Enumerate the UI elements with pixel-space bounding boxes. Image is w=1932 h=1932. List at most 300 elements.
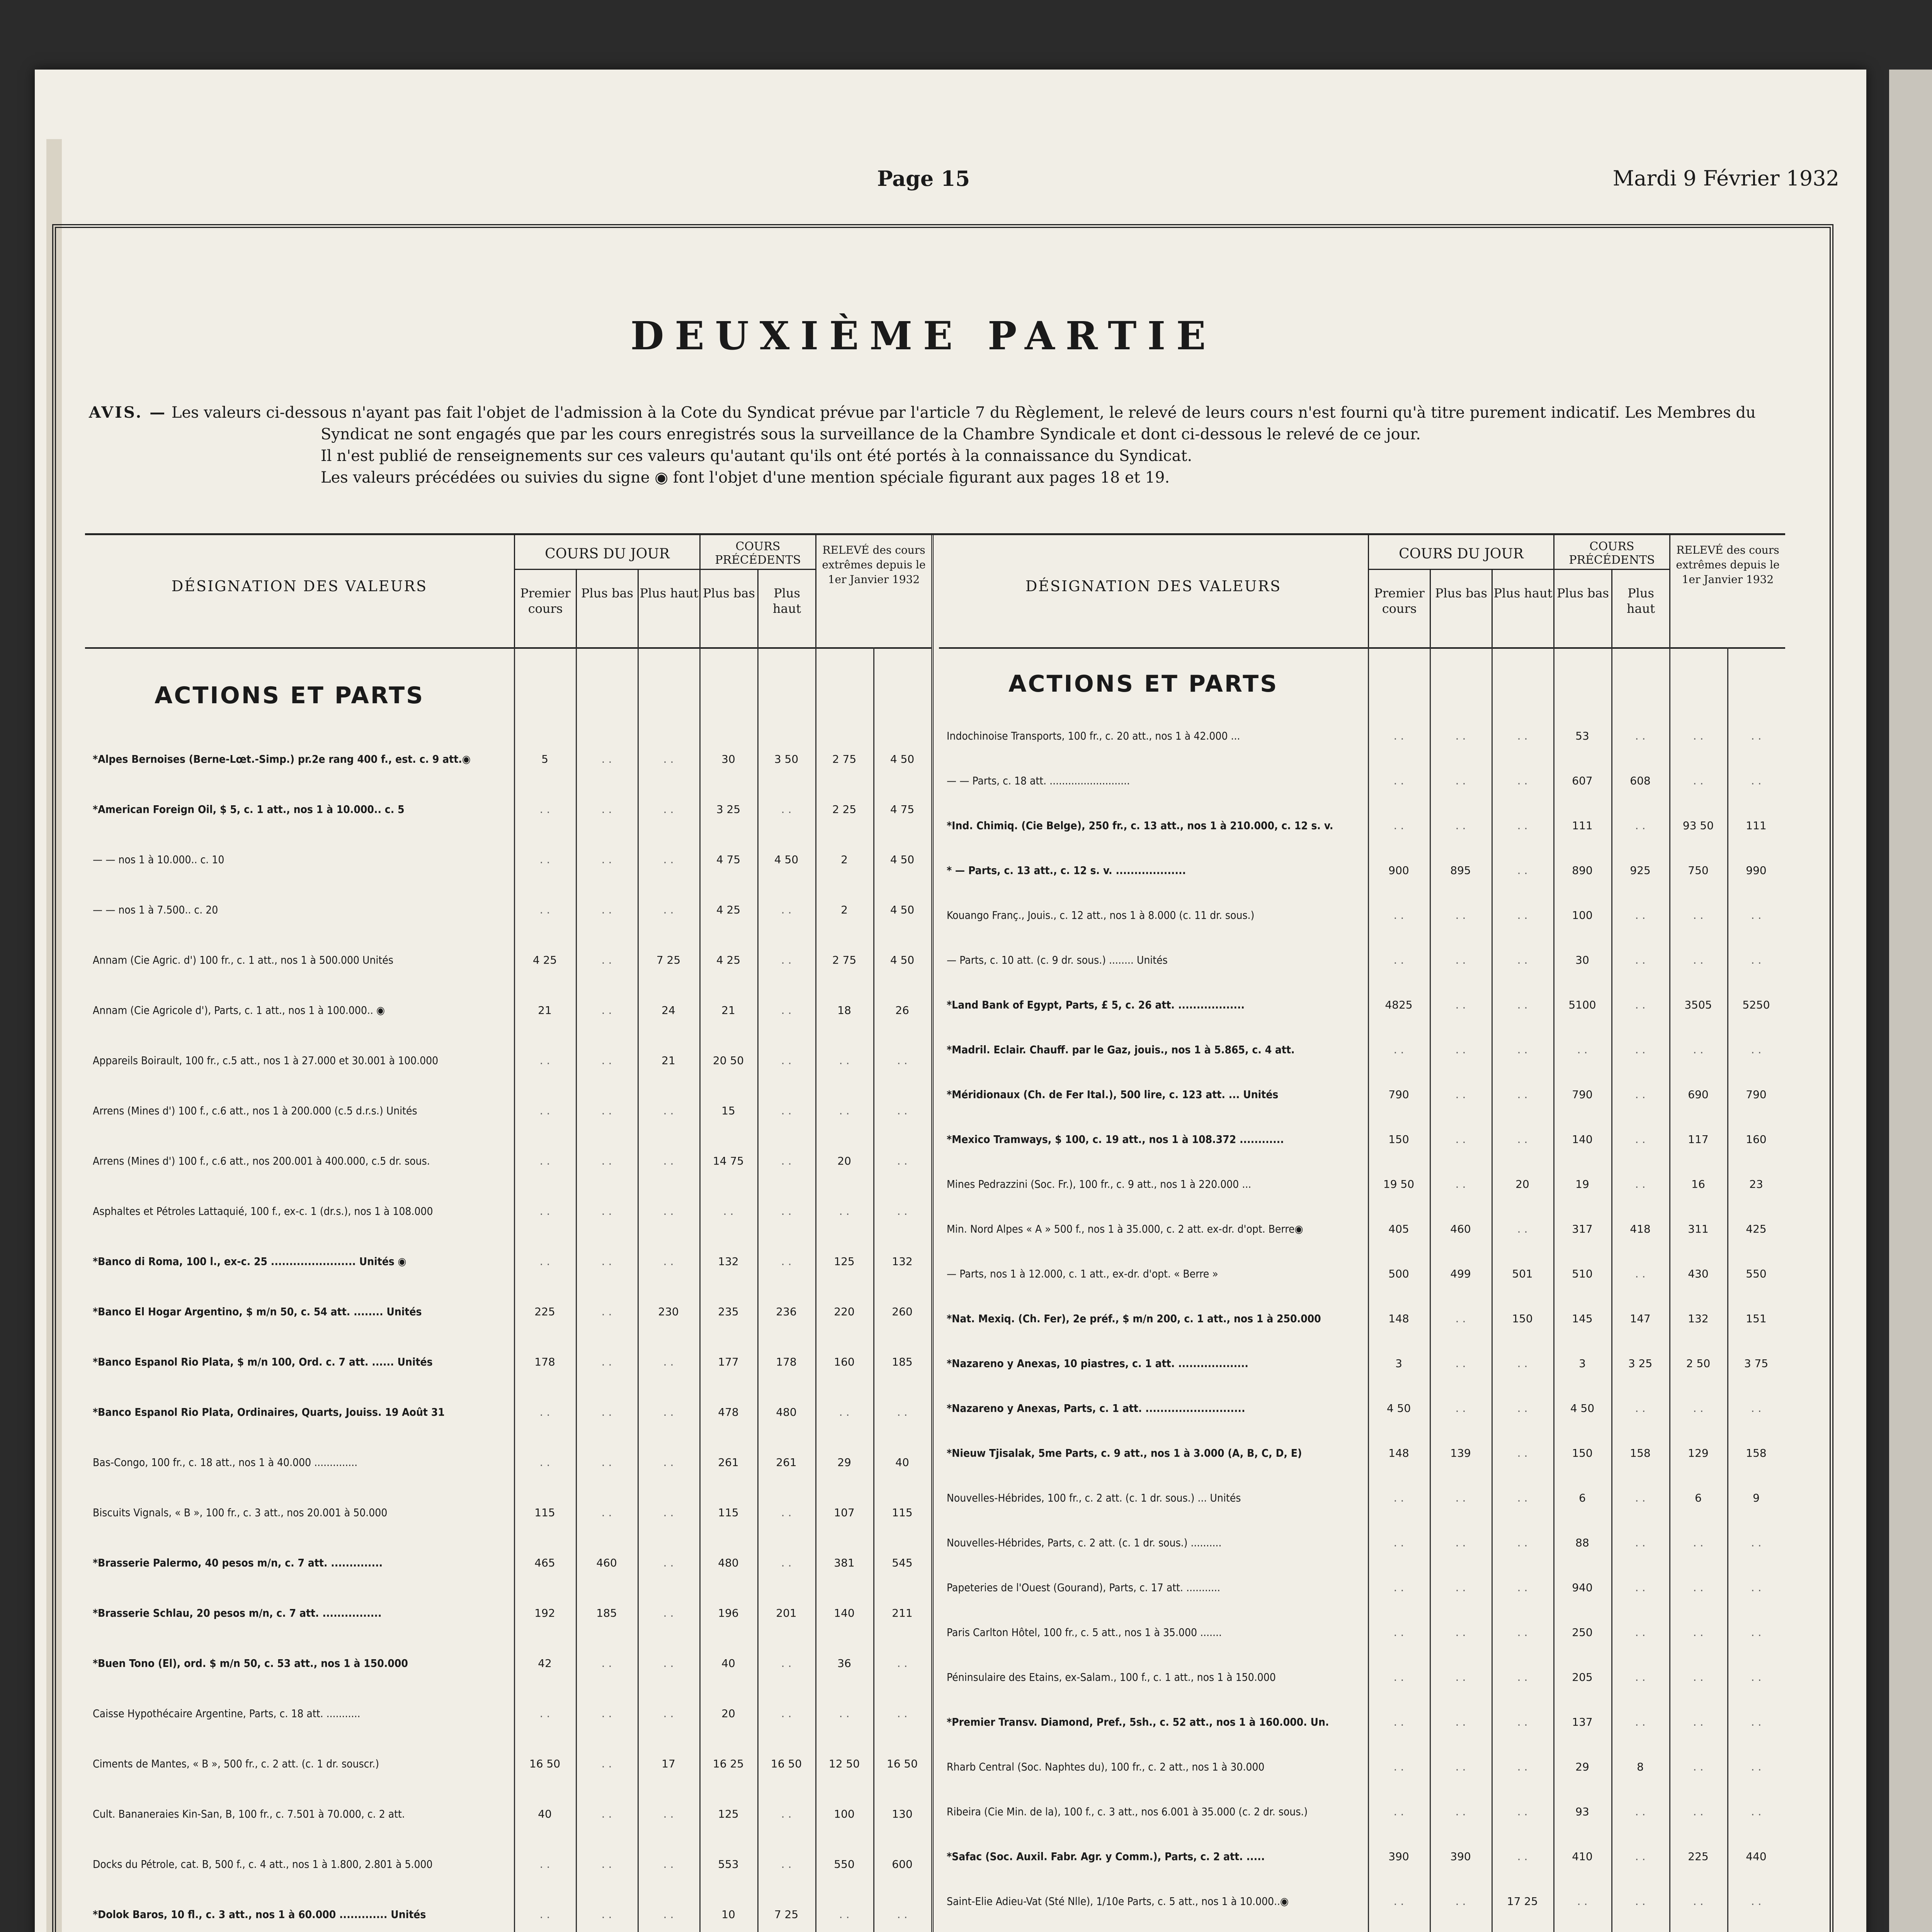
designation-header: DÉSIGNATION DES VALEURS [1025, 578, 1282, 595]
col-rule [815, 647, 816, 1932]
table-right-half [939, 535, 1785, 1932]
quote-cell: 29 [837, 1456, 851, 1469]
quote-cell: . . [781, 1255, 792, 1268]
quote-cell: 24 [662, 1004, 675, 1017]
quote-cell: 6 [1695, 1492, 1702, 1504]
quote-cell: 137 [1572, 1716, 1593, 1728]
quote-cell: 890 [1572, 864, 1593, 877]
quote-cell: 115 [718, 1506, 739, 1519]
quote-cell: . . [1455, 1536, 1466, 1549]
quote-cell: 261 [776, 1456, 797, 1469]
security-designation: Bas-Congo, 100 fr., c. 18 att., nos 1 à 40.000 .............. [93, 1456, 358, 1469]
quote-cell: . . [1455, 1312, 1466, 1325]
col-rule [1492, 647, 1493, 1932]
quote-cell: 196 [718, 1607, 739, 1619]
quote-cell: 15 [721, 1104, 735, 1117]
quote-cell: 17 [662, 1757, 675, 1770]
quote-cell: 17 25 [1507, 1895, 1538, 1908]
quote-cell: . . [1693, 1716, 1704, 1728]
plus-haut-header: Plus haut [638, 570, 699, 647]
quote-cell: 40 [538, 1808, 552, 1820]
table-row [939, 1804, 1785, 1820]
quote-cell: . . [1517, 730, 1528, 742]
security-designation: *Safac (Soc. Auxil. Fabr. Agr. y Comm.), Parts, c. 2 att. ..... [947, 1850, 1265, 1863]
quote-cell: . . [663, 1556, 674, 1569]
quote-cell: 317 [1572, 1223, 1593, 1235]
quote-cell: . . [663, 1657, 674, 1670]
security-designation: — Parts, c. 10 att. (c. 9 dr. sous.) ........ Unités [947, 954, 1168, 966]
quote-cell: . . [601, 1757, 612, 1770]
table-row [939, 1401, 1785, 1416]
notice-line-1: Les valeurs ci-dessous n'ayant pas fait l'objet de l'admission à la Cote du Syndicat prévue par l'article 7 du Règlement, le relevé de leurs cours n'est fourni qu'à titre purement indicatif. Les Membres du [171, 404, 1756, 422]
quote-cell: 7 25 [774, 1908, 799, 1921]
quote-cell: 4 50 [890, 853, 915, 866]
table-row [939, 1714, 1785, 1730]
quote-cell: . . [1751, 1805, 1762, 1818]
security-designation: *Banco El Hogar Argentino, $ m/n 50, c. 54 att. ........ Unités [93, 1305, 422, 1318]
quote-cell: . . [781, 1155, 792, 1167]
table-row [85, 802, 931, 817]
table-row [939, 1221, 1785, 1237]
table-row [939, 728, 1785, 744]
quote-cell: 201 [776, 1607, 797, 1619]
quote-cell: 132 [892, 1255, 913, 1268]
quote-cell: 16 50 [886, 1757, 918, 1770]
quote-cell: . . [1455, 954, 1466, 966]
quote-cell: . . [601, 1808, 612, 1820]
quote-cell: . . [1635, 1267, 1646, 1280]
table-row [85, 1605, 931, 1621]
quote-cell: . . [781, 1054, 792, 1067]
quote-cell: 10 [721, 1908, 735, 1921]
quote-cell: . . [601, 1406, 612, 1418]
table-row [85, 1304, 931, 1320]
quote-cell: . . [601, 1707, 612, 1720]
quote-cell: 608 [1630, 774, 1651, 787]
quote-cell: . . [663, 1205, 674, 1218]
quote-cell: 7 25 [656, 954, 681, 966]
security-designation: *Méridionaux (Ch. de Fer Ital.), 500 lire, c. 123 att. ... Unités [947, 1088, 1279, 1101]
quote-cell: . . [663, 1255, 674, 1268]
quote-cell: . . [1751, 1671, 1762, 1684]
quote-cell: . . [897, 1406, 908, 1418]
security-designation: * — Parts, c. 13 att., c. 12 s. v. ................... [947, 864, 1186, 877]
security-designation: *Madril. Eclair. Chauff. par le Gaz, jouis., nos 1 à 5.865, c. 4 att. [947, 1043, 1295, 1056]
quote-cell: 550 [1746, 1267, 1767, 1280]
table-row [939, 1087, 1785, 1102]
table-row [939, 863, 1785, 878]
quote-cell: 211 [892, 1607, 913, 1619]
quote-cell: . . [1693, 1671, 1704, 1684]
quote-cell: 19 [1575, 1178, 1589, 1190]
quote-cell: . . [1455, 1357, 1466, 1370]
security-designation: Asphaltes et Pétroles Lattaquié, 100 f., ex-c. 1 (dr.s.), nos 1 à 108.000 [93, 1205, 433, 1218]
quote-cell: 93 [1575, 1805, 1589, 1818]
quote-cell: . . [601, 903, 612, 916]
quote-cell: 4 25 [716, 903, 741, 916]
security-designation: Annam (Cie Agricole d'), Parts, c. 1 att., nos 1 à 100.000.. ◉ [93, 1004, 385, 1017]
quote-cell: . . [1455, 998, 1466, 1011]
quote-cell: . . [1455, 819, 1466, 832]
security-designation: Indochinoise Transports, 100 fr., c. 20 att., nos 1 à 42.000 ... [947, 730, 1240, 742]
quote-cell: . . [663, 753, 674, 765]
quote-cell: . . [1517, 819, 1528, 832]
issue-date: Mardi 9 Février 1932 [1612, 166, 1839, 190]
quote-cell: . . [1635, 1850, 1646, 1863]
quote-cell: . . [1517, 1223, 1528, 1235]
quote-cell: 2 [841, 853, 848, 866]
releve-header: RELEVÉ des cours extrêmes depuis le 1er Janvier 1932 [1669, 535, 1785, 647]
quote-cell: . . [1635, 1805, 1646, 1818]
security-designation: Ciments de Mantes, « B », 500 fr., c. 2 att. (c. 1 dr. souscr.) [93, 1757, 379, 1770]
quote-cell: . . [1455, 1716, 1466, 1728]
table-row [939, 1894, 1785, 1909]
quote-cell: . . [1393, 1760, 1404, 1773]
quote-cell: 235 [718, 1305, 739, 1318]
security-designation: *Land Bank of Egypt, Parts, £ 5, c. 26 att. .................. [947, 998, 1245, 1011]
quote-cell: 225 [534, 1305, 555, 1318]
quote-cell: . . [539, 1406, 550, 1418]
quote-cell: 440 [1746, 1850, 1767, 1863]
designation-header: DÉSIGNATION DES VALEURS [171, 578, 428, 595]
quote-cell: 12 50 [828, 1757, 860, 1770]
quote-cell: . . [1393, 1043, 1404, 1056]
quote-cell: 151 [1746, 1312, 1767, 1325]
col-rule [699, 647, 701, 1932]
table-row [939, 1670, 1785, 1685]
plus-bas-header: Plus bas [576, 570, 638, 647]
security-designation: — Parts, nos 1 à 12.000, c. 1 att., ex-dr. d'opt. « Berre » [947, 1267, 1218, 1280]
security-designation: Docks du Pétrole, cat. B, 500 f., c. 4 att., nos 1 à 1.800, 2.801 à 5.000 [93, 1858, 433, 1871]
quote-cell: 21 [662, 1054, 675, 1067]
table-row [85, 1656, 931, 1671]
col-rule [1611, 647, 1612, 1932]
quote-cell: 115 [534, 1506, 555, 1519]
quote-cell: 14 75 [713, 1155, 744, 1167]
quote-cell: . . [1635, 1043, 1646, 1056]
quote-cell: . . [781, 1506, 792, 1519]
quote-cell: 29 [1575, 1760, 1589, 1773]
security-designation: Rharb Central (Soc. Naphtes du), 100 fr., c. 2 att., nos 1 à 30.000 [947, 1760, 1265, 1773]
col-rule [757, 647, 759, 1932]
quote-cell: . . [1693, 954, 1704, 966]
quote-cell: 42 [538, 1657, 552, 1670]
quote-cell: 16 50 [770, 1757, 802, 1770]
quote-cell: 147 [1630, 1312, 1651, 1325]
quote-cell: 88 [1575, 1536, 1589, 1549]
quote-cell: 148 [1388, 1447, 1409, 1459]
quote-cell: 230 [658, 1305, 679, 1318]
page-number: Page 15 [877, 166, 970, 191]
security-designation: *Nazareno y Anexas, Parts, c. 1 att. ........................... [947, 1402, 1245, 1415]
quote-cell: . . [897, 1054, 908, 1067]
security-designation: *Banco Espanol Rio Plata, Ordinaires, Quarts, Jouiss. 19 Août 31 [93, 1406, 445, 1418]
quote-cell: 2 25 [832, 803, 857, 816]
security-designation: *Nat. Mexiq. (Ch. Fer), 2e préf., $ m/n 200, c. 1 att., nos 1 à 250.000 [947, 1312, 1321, 1325]
table-row [85, 1907, 931, 1922]
quote-cell: . . [1517, 954, 1528, 966]
quote-cell: 111 [1572, 819, 1593, 832]
quote-cell: . . [1751, 1043, 1762, 1056]
table-row [85, 1455, 931, 1470]
quote-cell: 160 [834, 1355, 855, 1368]
quote-cell: 500 [1388, 1267, 1409, 1280]
security-designation: Ribeira (Cie Min. de la), 100 f., c. 3 att., nos 6.001 à 35.000 (c. 2 dr. sous.) [947, 1805, 1308, 1818]
table-row [939, 1356, 1785, 1371]
quote-cell: . . [663, 1355, 674, 1368]
quote-cell: . . [1635, 1133, 1646, 1146]
quote-cell: . . [1455, 1043, 1466, 1056]
quote-cell: . . [1693, 1402, 1704, 1415]
quote-cell: . . [1455, 774, 1466, 787]
table-header-left [85, 535, 931, 649]
quote-cell: . . [1751, 909, 1762, 922]
table-header-right [939, 535, 1785, 649]
quote-cell: . . [1517, 1447, 1528, 1459]
table-row [85, 1053, 931, 1068]
quote-cell: 478 [718, 1406, 739, 1418]
col-rule [1430, 647, 1431, 1932]
security-designation: *Buen Tono (El), ord. $ m/n 50, c. 53 att., nos 1 à 150.000 [93, 1657, 408, 1670]
quote-cell: . . [663, 1456, 674, 1469]
quote-cell: . . [539, 1155, 550, 1167]
quote-cell: 150 [1388, 1133, 1409, 1146]
quote-cell: 40 [895, 1456, 909, 1469]
prec-plus-bas-header: Plus bas [1553, 570, 1611, 647]
table-row [939, 1266, 1785, 1282]
quote-cell: . . [1635, 954, 1646, 966]
quote-cell: . . [601, 1155, 612, 1167]
quote-cell: . . [1393, 1895, 1404, 1908]
quote-cell: . . [539, 1205, 550, 1218]
quote-cell: . . [663, 1908, 674, 1921]
quote-cell: . . [1393, 819, 1404, 832]
quote-cell: 150 [1572, 1447, 1593, 1459]
quote-cell: 3 [1395, 1357, 1402, 1370]
quote-cell: . . [1635, 1581, 1646, 1594]
quote-cell: . . [781, 1205, 792, 1218]
quote-cell: . . [1517, 1088, 1528, 1101]
quote-cell: . . [539, 903, 550, 916]
table-row [939, 1311, 1785, 1327]
quote-cell: 501 [1512, 1267, 1533, 1280]
quote-cell: 225 [1688, 1850, 1709, 1863]
quotation-table [85, 533, 1785, 1932]
quote-cell: 4 75 [890, 803, 915, 816]
quote-cell: 20 [1515, 1178, 1529, 1190]
table-row [85, 902, 931, 918]
quote-cell: . . [1517, 909, 1528, 922]
quote-cell: . . [1635, 909, 1646, 922]
table-row [939, 1446, 1785, 1461]
table-row [85, 1706, 931, 1721]
quote-cell: . . [839, 1054, 850, 1067]
quote-cell: 5 [541, 753, 548, 765]
security-designation: — — nos 1 à 7.500.. c. 20 [93, 903, 218, 916]
quote-cell: . . [1517, 1716, 1528, 1728]
quote-cell: . . [1751, 1895, 1762, 1908]
quote-cell: 381 [834, 1556, 855, 1569]
quote-cell: . . [663, 903, 674, 916]
quote-cell: . . [1693, 909, 1704, 922]
quote-cell: . . [1751, 1402, 1762, 1415]
security-designation: Saint-Elie Adieu-Vat (Sté Nlle), 1/10e Parts, c. 5 att., nos 1 à 10.000..◉ [947, 1895, 1289, 1908]
quote-cell: . . [539, 1456, 550, 1469]
quote-cell: . . [1751, 1581, 1762, 1594]
quote-cell: . . [1517, 774, 1528, 787]
quote-cell: . . [1455, 1133, 1466, 1146]
quote-cell: 480 [718, 1556, 739, 1569]
quote-cell: . . [663, 803, 674, 816]
security-designation: Caisse Hypothécaire Argentine, Parts, c. 18 att. ........... [93, 1707, 361, 1720]
quote-cell: . . [781, 954, 792, 966]
table-row [85, 752, 931, 767]
table-row [939, 818, 1785, 833]
quote-cell: . . [1393, 1626, 1404, 1639]
quote-cell: . . [1693, 774, 1704, 787]
security-designation: Min. Nord Alpes « A » 500 f., nos 1 à 35.000, c. 2 att. ex-dr. d'opt. Berre◉ [947, 1223, 1303, 1235]
quote-cell: . . [1693, 1043, 1704, 1056]
quote-cell: 150 [1512, 1312, 1533, 1325]
quote-cell: 107 [834, 1506, 855, 1519]
quote-cell: . . [601, 1355, 612, 1368]
quote-cell: 9 [1753, 1492, 1760, 1504]
quote-cell: 148 [1388, 1312, 1409, 1325]
cours-precedents-header: COURS PRÉCÉDENTS [1553, 535, 1669, 570]
section-title-left: ACTIONS ET PARTS [155, 682, 425, 709]
cours-du-jour-header: COURS DU JOUR [1368, 535, 1553, 570]
quote-cell: . . [1577, 1895, 1588, 1908]
quote-cell: . . [1393, 1581, 1404, 1594]
quote-cell: . . [1517, 864, 1528, 877]
quote-cell: 20 [721, 1707, 735, 1720]
security-designation: *Banco Espanol Rio Plata, $ m/n 100, Ord. c. 7 att. ...... Unités [93, 1355, 433, 1368]
quote-cell: 4 50 [890, 903, 915, 916]
quote-cell: . . [1393, 954, 1404, 966]
quote-cell: . . [1751, 1760, 1762, 1773]
quote-cell: . . [839, 1908, 850, 1921]
quote-cell: 460 [1450, 1223, 1471, 1235]
quote-cell: . . [781, 1707, 792, 1720]
quote-cell: . . [601, 803, 612, 816]
col-rule [514, 647, 515, 1932]
quote-cell: . . [1693, 1536, 1704, 1549]
table-row [85, 1405, 931, 1420]
quote-cell: . . [1693, 1581, 1704, 1594]
quote-cell: . . [601, 753, 612, 765]
quote-cell: . . [1635, 1895, 1646, 1908]
quote-cell: . . [1517, 1402, 1528, 1415]
quote-cell: . . [723, 1205, 734, 1218]
quote-cell: 390 [1450, 1850, 1471, 1863]
security-designation: Nouvelles-Hébrides, 100 fr., c. 2 att. (c. 1 dr. sous.) ... Unités [947, 1492, 1241, 1504]
table-row [939, 1849, 1785, 1864]
quote-cell: 925 [1630, 864, 1651, 877]
quote-cell: . . [663, 853, 674, 866]
col-rule [873, 647, 874, 1932]
quote-cell: . . [1393, 1805, 1404, 1818]
quote-cell: . . [1635, 730, 1646, 742]
quote-cell: 545 [892, 1556, 913, 1569]
quote-cell: 93 50 [1682, 819, 1714, 832]
table-row [939, 1490, 1785, 1506]
quote-cell: . . [1455, 1671, 1466, 1684]
quote-cell: . . [1751, 954, 1762, 966]
quote-cell: 129 [1688, 1447, 1709, 1459]
quote-cell: . . [601, 853, 612, 866]
notice-block [89, 402, 1770, 488]
quote-cell: . . [1635, 1626, 1646, 1639]
quote-cell: . . [1517, 1133, 1528, 1146]
premier-cours-header: Premier cours [1368, 570, 1430, 647]
quote-cell: . . [1393, 730, 1404, 742]
table-row [939, 1625, 1785, 1640]
security-designation: *Brasserie Palermo, 40 pesos m/n, c. 7 att. .............. [93, 1556, 383, 1569]
quote-cell: 4 50 [1570, 1402, 1595, 1415]
security-designation: *American Foreign Oil, $ 5, c. 1 att., nos 1 à 10.000.. c. 5 [93, 803, 405, 816]
quote-cell: 158 [1746, 1447, 1767, 1459]
quote-cell: 553 [718, 1858, 739, 1871]
quote-cell: 2 75 [832, 954, 857, 966]
security-designation: Mines Pedrazzini (Soc. Fr.), 100 fr., c. 9 att., nos 1 à 220.000 ... [947, 1178, 1252, 1190]
security-designation: Kouango Franç., Jouis., c. 12 att., nos 1 à 8.000 (c. 11 dr. sous.) [947, 909, 1255, 922]
quote-cell: . . [1393, 1716, 1404, 1728]
quote-cell: . . [1455, 909, 1466, 922]
quote-cell: . . [1635, 1671, 1646, 1684]
quote-cell: 16 25 [713, 1757, 744, 1770]
quote-cell: 8 [1637, 1760, 1644, 1773]
quote-cell: 178 [534, 1355, 555, 1368]
quote-cell: 21 [538, 1004, 552, 1017]
quote-cell: 425 [1746, 1223, 1767, 1235]
quote-cell: . . [1693, 1805, 1704, 1818]
quote-cell: 23 [1749, 1178, 1763, 1190]
quote-cell: . . [539, 1104, 550, 1117]
quote-cell: . . [539, 1255, 550, 1268]
quote-cell: . . [897, 1908, 908, 1921]
table-row [85, 1354, 931, 1370]
quote-cell: . . [1393, 1536, 1404, 1549]
col-rule [576, 647, 577, 1932]
quote-cell: 895 [1450, 864, 1471, 877]
quote-cell: . . [1455, 1581, 1466, 1594]
quote-cell: 18 [837, 1004, 851, 1017]
quote-cell: 40 [721, 1657, 735, 1670]
quote-cell: . . [781, 1104, 792, 1117]
quote-cell: . . [663, 1506, 674, 1519]
security-designation: *Brasserie Schlau, 20 pesos m/n, c. 7 att. ................ [93, 1607, 382, 1619]
quote-cell: . . [601, 954, 612, 966]
quote-cell: . . [1635, 819, 1646, 832]
quote-cell: . . [781, 1858, 792, 1871]
quote-cell: 139 [1450, 1447, 1471, 1459]
quote-cell: 990 [1746, 864, 1767, 877]
table-left-half [85, 535, 934, 1932]
table-row [939, 952, 1785, 968]
plus-bas-header: Plus bas [1430, 570, 1492, 647]
quote-cell: . . [1751, 1536, 1762, 1549]
quote-cell: . . [897, 1205, 908, 1218]
security-designation: Arrens (Mines d') 100 f., c.6 att., nos 1 à 200.000 (c.5 d.r.s.) Unités [93, 1104, 417, 1117]
quote-cell: . . [1455, 1805, 1466, 1818]
quote-cell: 4 25 [532, 954, 557, 966]
security-designation: — — Parts, c. 18 att. .......................... [947, 774, 1130, 787]
quote-cell: . . [1455, 1402, 1466, 1415]
quote-cell: 125 [718, 1808, 739, 1820]
quote-cell: 790 [1746, 1088, 1767, 1101]
quote-cell: . . [1517, 1850, 1528, 1863]
table-row [85, 952, 931, 968]
